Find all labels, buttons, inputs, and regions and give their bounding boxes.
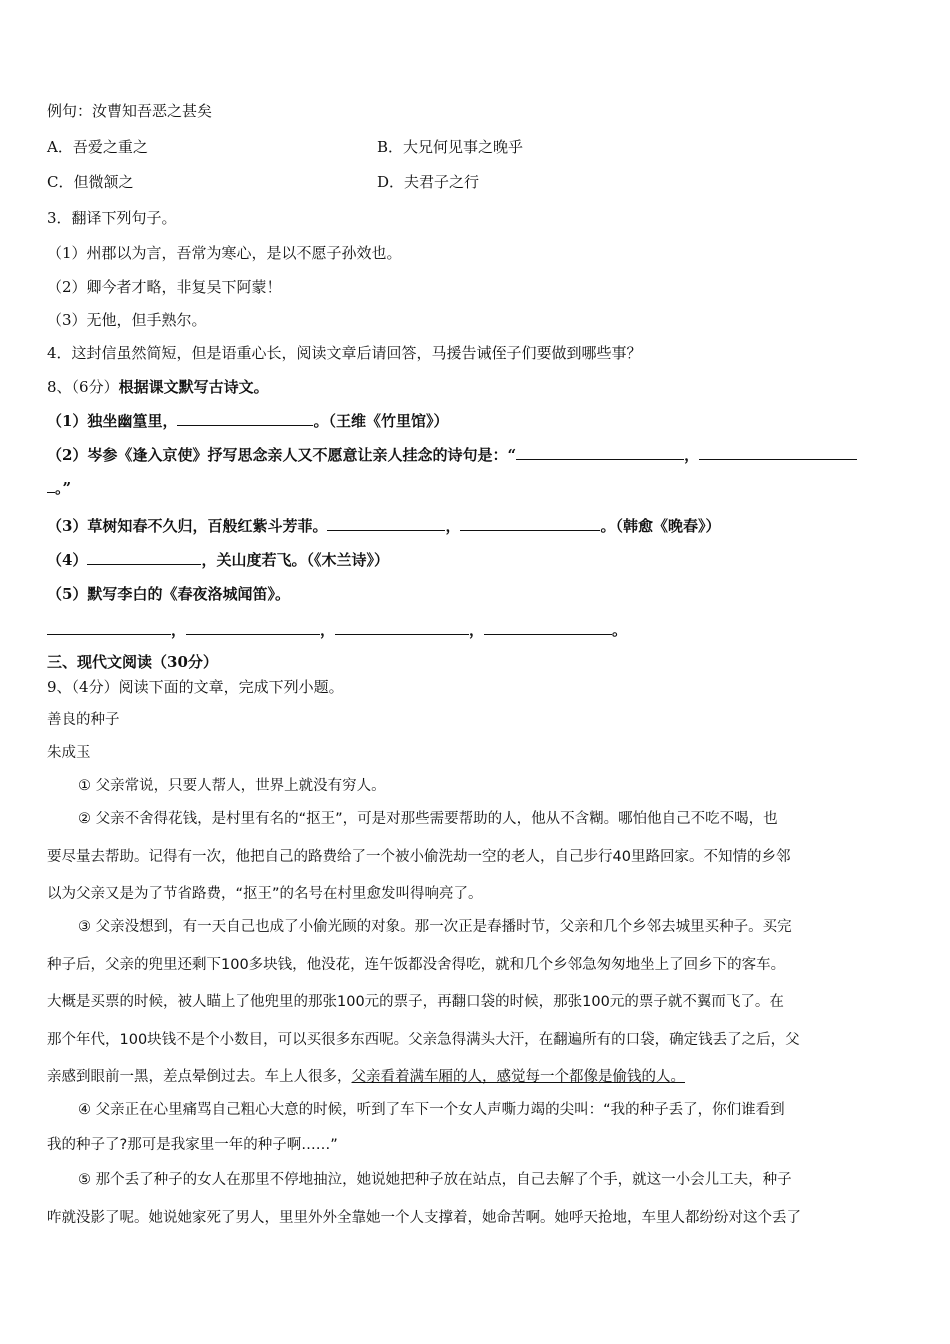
answer-blank[interactable] xyxy=(516,445,684,460)
question-8-item-3 xyxy=(47,516,720,536)
question-8-item-1 xyxy=(47,411,448,431)
question-9-title: 9、（4分）阅读下面的文章，完成下列小题。 xyxy=(47,678,344,696)
paragraph-2-line-2: 要尽量去帮助。记得有一次，他把自己的路费给了一个被小偷洗劫一空的老人，自己步行40里路回家。不知情的乡邻 xyxy=(47,849,791,865)
paragraph-3-line-1: ③ 父亲没想到，有一天自己也成了小偷光顾的对象。那一次正是春播时节，父亲和几个乡邻去城里买种子。买完 xyxy=(78,919,792,935)
example-sentence: 例句：汝曹知吾恶之甚矣 xyxy=(47,102,213,120)
answer-blank[interactable] xyxy=(177,411,313,426)
option-a: A．吾爱之重之 xyxy=(47,138,148,156)
paragraph-3-line-5 xyxy=(47,1067,685,1087)
underlined-sentence: 父亲看着满车厢的人，感觉每一个都像是偷钱的人。 xyxy=(351,1069,685,1085)
question-8-item-2 xyxy=(47,445,857,465)
question-3-sentence-1: （1）州郡以为言，吾常为寒心，是以不愿子孙效也。 xyxy=(47,244,402,262)
paragraph-3-line-3: 大概是买票的时候，被人瞄上了他兜里的那张100元的票子，再翻口袋的时候，那张100元的票子就不翼而飞了。在 xyxy=(47,994,784,1010)
question-8-title xyxy=(47,377,269,397)
item-4-text: （4） xyxy=(47,551,88,569)
question-8-item-5: （5）默写李白的《春夜洛城闻笛》。 xyxy=(47,585,290,603)
question-3-sentence-2: （2）卿今者才略，非复吴下阿蒙！ xyxy=(47,278,282,296)
question-3-title: 3．翻译下列句子。 xyxy=(47,209,177,227)
answer-blank[interactable] xyxy=(47,620,171,635)
paragraph-1: ① 父亲常说，只要人帮人，世界上就没有穷人。 xyxy=(78,778,386,794)
paragraph-3-line-2: 种子后，父亲的兜里还剩下100多块钱，他没花，连午饭都没舍得吃，就和几个乡邻急匆匆地坐上了回乡下的客车。 xyxy=(47,957,786,973)
paragraph-2-line-3: 以为父亲又是为了节省路费，“抠王”的名号在村里愈发叫得响亮了。 xyxy=(47,886,483,902)
paragraph-4-line-1: ④ 父亲正在心里痛骂自己粗心大意的时候，听到了车下一个女人声嘶力竭的尖叫：“我的种子丢了，你们谁看到 xyxy=(78,1102,785,1118)
item-2-text: （2）岑参《逢入京使》抒写思念亲人又不愿意让亲人挂念的诗句是：“ xyxy=(47,446,517,464)
question-8-item-2-cont xyxy=(47,478,71,498)
paragraph-4-line-2: 我的种子了?那可是我家里一年的种子啊……” xyxy=(47,1137,338,1153)
paragraph-5-line-1: ⑤ 那个丢了种子的女人在那里不停地抽泣，她说她把种子放在站点，自己去解了个手，就这一小会儿工夫，种子 xyxy=(78,1172,792,1188)
comma: ， xyxy=(469,621,485,639)
answer-blank[interactable] xyxy=(47,478,55,493)
paragraph-3-line-4: 那个年代，100块钱不是个小数目，可以买很多东西呢。父亲急得满头大汗，在翻遍所有的口袋，确定钱丢了之后，父 xyxy=(47,1032,800,1048)
question-8-item-5-blanks xyxy=(47,620,627,640)
item-2-comma: ， xyxy=(684,446,700,464)
option-d: D．夫君子之行 xyxy=(377,173,480,191)
section-3-heading: 三、现代文阅读（30分） xyxy=(47,653,218,671)
question-8-prefix: 8、（6分） xyxy=(47,378,119,396)
paragraph-2-line-1: ② 父亲不舍得花钱，是村里有名的“抠王”，可是对那些需要帮助的人，他从不含糊。哪怕他自己不吃不喝，也 xyxy=(78,811,778,827)
answer-blank[interactable] xyxy=(699,445,857,460)
item-3-text: （3）草树知春不久归，百般红紫斗芳菲。 xyxy=(47,517,328,535)
option-c: C．但微颔之 xyxy=(47,173,134,191)
question-8-instruction: 根据课文默写古诗文。 xyxy=(118,378,269,396)
item-2-end: 。” xyxy=(55,479,72,497)
article-author: 朱成玉 xyxy=(47,745,91,761)
paragraph-3-line-5-text: 亲感到眼前一黑，差点晕倒过去。车上人很多， xyxy=(47,1069,352,1085)
comma: ， xyxy=(320,621,336,639)
item-3-comma: ， xyxy=(445,517,461,535)
answer-blank[interactable] xyxy=(87,550,201,565)
article-title: 善良的种子 xyxy=(47,712,120,728)
question-3-sentence-3: （3）无他，但手熟尔。 xyxy=(47,311,207,329)
answer-blank[interactable] xyxy=(484,620,612,635)
paragraph-5-line-2: 咋就没影了呢。她说她家死了男人，里里外外全靠她一个人支撑着，她命苦啊。她呼天抢地，车里人都纷纷对这个丢了 xyxy=(47,1210,801,1226)
item-1-source: 。（王维《竹里馆》） xyxy=(313,412,449,430)
item-3-source: 。（韩愈《晚春》） xyxy=(600,517,721,535)
item-4-source: ，关山度若飞。（《木兰诗》） xyxy=(201,551,389,569)
comma: ， xyxy=(171,621,187,639)
answer-blank[interactable] xyxy=(327,516,445,531)
option-b: B．大兄何见事之晚乎 xyxy=(377,138,524,156)
answer-blank[interactable] xyxy=(186,620,320,635)
question-4: 4．这封信虽然简短，但是语重心长，阅读文章后请回答，马援告诫侄子们要做到哪些事？ xyxy=(47,344,642,362)
item-1-text: （1）独坐幽篁里， xyxy=(47,412,178,430)
answer-blank[interactable] xyxy=(460,516,600,531)
period: 。 xyxy=(612,621,628,639)
answer-blank[interactable] xyxy=(335,620,469,635)
question-8-item-4 xyxy=(47,550,389,570)
